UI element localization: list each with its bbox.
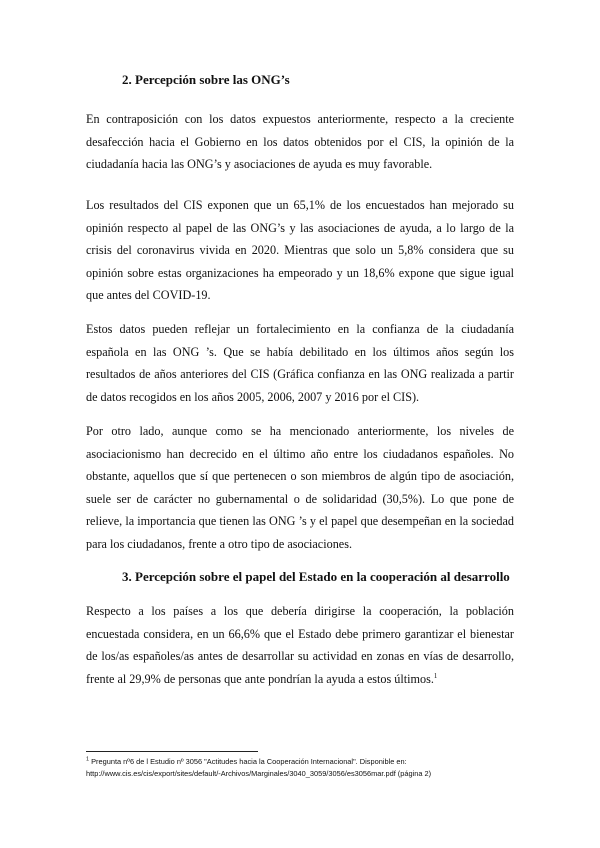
section-2-paragraph-3: Estos datos pueden reflejar un fortalecimiento en la confianza de la ciudadanía española en las ONG ’s. Que se había debilitado en los últimos años según los resultados de años anteriores del CIS (Gráfica confianza en las ONG realizada a partir de datos recogidos en los años 2005, 2006, 2007 y 2016 por el CIS). [86,322,514,404]
section-3-paragraph-text: Respecto a los países a los que debería dirigirse la cooperación, la población encuestada considera, en un 66,6% que el Estado debe primero garantizar el bienestar de los/as españoles/as antes de desarrollar su actividad en zonas en vías de desarrollo, frente al 29,9% de personas que ante pondrían la ayuda a estos últimos. [86,604,514,686]
section-2-paragraph-1: En contraposición con los datos expuestos anteriormente, respecto a la creciente desafección hacia el Gobierno en los datos obtenidos por el CIS, la opinión de la ciudadanía hacia las ONG’s y asociaciones de ayuda es muy favorable. [86,112,514,171]
footnote-text: Pregunta nº6 de l Estudio nº 3056 "Actitudes hacia la Cooperación Internacional". Disponible en: [91,757,407,766]
section-2-paragraph-2: Los resultados del CIS exponen que un 65,1% de los encuestados han mejorado su opinión respecto al papel de las ONG’s y las asociaciones de ayuda, a lo largo de la crisis del coronavirus vivida en 2020. Mientras que solo un 5,8% considera que su opinión sobre estas organizaciones ha empeorado y un 18,6% expone que sigue igual que antes del COVID-19. [86,198,514,302]
section-2-paragraph-4: Por otro lado, aunque como se ha mencionado anteriormente, los niveles de asociacionismo han decrecido en el último año entre los ciudadanos españoles. No obstante, aquellos que sí que pertenecen o son miembros de algún tipo de asociación, suele ser de carácter no gubernamental o de solidaridad (30,5%). Lo que pone de relieve, la importancia que tienen las ONG ’s y el papel que desempeñan en la sociedad para los ciudadanos, frente a otro tipo de asociaciones. [86,424,514,551]
section-3-paragraph [86,600,514,690]
footnote-reference[interactable]: 1 [433,671,438,680]
footnote-marker: 1 [86,756,90,763]
footnote-separator [86,751,258,752]
section-2-heading: 2. Percepción sobre las ONG’s [122,72,290,87]
footnote-line-1 [86,756,526,768]
footnote [86,756,526,780]
section-3-heading: 3. Percepción sobre el papel del Estado en la cooperación al desarrollo [122,569,510,584]
footnote-link[interactable]: http://www.cis.es/cis/export/sites/default/-Archivos/Marginales/3040_3059/3056/es3056mar.pdf (página 2) [86,769,432,778]
